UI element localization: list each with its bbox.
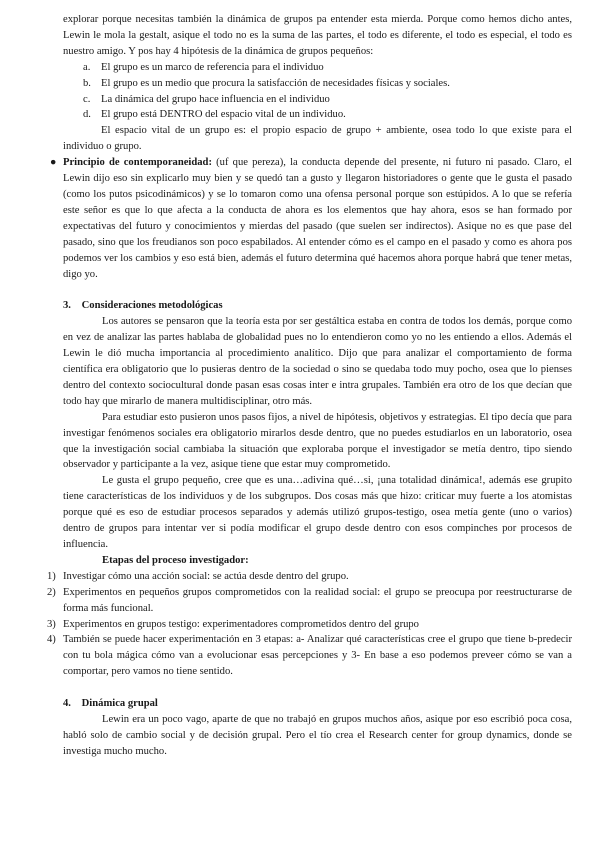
list-item-text: El grupo está DENTRO del espacio vital de un individuo. bbox=[101, 109, 346, 121]
list-marker: a. bbox=[83, 61, 91, 73]
list-marker: 1) bbox=[47, 570, 56, 582]
section-4-heading bbox=[63, 696, 572, 712]
vital-space-paragraph bbox=[63, 123, 572, 155]
list-item bbox=[47, 585, 572, 617]
contemporaneity-title: Principio de contemporaneidad: bbox=[63, 157, 212, 169]
section-3-paragraph-2: Para estudiar esto pusieron unos pasos fijos, a nivel de hipótesis, objetivos y estrategias. El tipo decía que para investigar fenómenos sociales era obligatorio mirarlos desde dentro, que no puedes estudiarlos en un laboratorio, osea que la investigación social cambiaba la situación que exploraba porque el investigador se metía dentro, tipo siendo observador y participante a la vez, asique tiene que estar muy comprometido. bbox=[63, 411, 572, 471]
list-item bbox=[63, 60, 572, 76]
list-item bbox=[47, 632, 572, 680]
list-item-text: Experimentos en grupos testigo: experimentadores comprometidos dentro del grupo bbox=[63, 618, 419, 630]
section-3-heading bbox=[63, 298, 572, 314]
stages-title: Etapas del proceso investigador: bbox=[102, 554, 249, 566]
section-4-paragraph-1: Lewin era un poco vago, aparte de que no trabajó en grupos muchos años, asique por eso escribió poca cosa, habló solo de cambio social y de decisión grupal. Pero el tío crea el Research center for group dynamics, donde se investiga mucho mucho. bbox=[63, 714, 572, 757]
page-content bbox=[47, 12, 572, 760]
list-marker: 2) bbox=[47, 586, 56, 598]
list-item-text: También se puede hacer experimentación en 3 etapas: a- Analizar qué características cree el grupo que tiene b-predecir con tu bola mágica cómo van a evolucionar esas percepciones y 3- En base a eso podemos preveer cómo se van a comportar, pero vamos no tiene sentido. bbox=[63, 634, 572, 678]
list-marker: d. bbox=[83, 109, 91, 121]
contemporaneity-paragraph bbox=[50, 155, 572, 282]
list-marker: c. bbox=[83, 93, 91, 105]
section-number: 3. bbox=[63, 300, 71, 312]
section-title: Dinámica grupal bbox=[81, 698, 158, 710]
section-3-paragraph-3: Le gusta el grupo pequeño, cree que es una…adivina qué…si, ¡una totalidad dinámica!, además ese grupito tiene características de los individuos y de los subgrupos. Dos cosas más que hizo: criticar muy fuerte a los atomistas porque qué es eso de estudiar procesos separados y además utilizó grupos-testigo, osea metía gente (uno o varios) dentro de grupos para intentar ver si podía modificar el grupo desde dentro con esos compinches por procesos de influencia. bbox=[63, 475, 572, 550]
list-marker: b. bbox=[83, 77, 91, 89]
list-item bbox=[47, 569, 572, 585]
bullet-icon: ● bbox=[50, 157, 57, 169]
contemporaneity-text: (uf que pereza), la conducta depende del presente, ni futuro ni pasado. Claro, el Lewin dijo eso sin explicarlo muy bien y se quedó tan a gusto y llegaron historiadores o gente que le gusta el pasado (como los putos psicodinámicos) y se lo tomaron como una ofensa personal porque son estúpidos. A lo que se refería este señor es que lo que afecta a la conducta de ahora es los elementos que hay ahora, esos se han formado por expectativas del futuro y conocimientos y mierdas del pasado (que suelen ser indirectos). Asique no es que pase del pasado, sino que los freudianos son poco espabilados. Al entender cómo es el campo en el pasado y como es ahora pos podemos ver los cambios y eso está bien, además el futuro determina qué hacemos ahora porque habrá que tener metas, digo yo. bbox=[63, 157, 572, 280]
vital-space-text: El espacio vital de un grupo es: el propio espacio de grupo + ambiente, osea todo lo que existe para el individuo o grupo. bbox=[63, 125, 572, 153]
list-item-text: Investigar cómo una acción social: se actúa desde dentro del grupo. bbox=[63, 570, 349, 582]
list-item-text: El grupo es un medio que procura la satisfacción de necesidades físicas y sociales. bbox=[101, 77, 450, 89]
list-marker: 3) bbox=[47, 618, 56, 630]
hypotheses-list bbox=[63, 60, 572, 124]
list-item bbox=[63, 107, 572, 123]
list-item-text: La dinámica del grupo hace influencia en el individuo bbox=[101, 93, 330, 105]
intro-paragraph: explorar porque necesitas también la dinámica de grupos pa entender esta mierda. Porque como hemos dicho antes, Lewin le mola la gestalt, asique el todo no es la suma de las partes, el todo es diferente, el todo es especial, el todo es nuestro amigo. Y pos hay 4 hipótesis de la dinámica de grupos pequeños: bbox=[63, 14, 572, 57]
list-item-text: Experimentos en pequeños grupos comprometidos con la realidad social: el grupo se preocupa por reestructurarse de forma más funcional. bbox=[63, 586, 572, 614]
section-3-paragraph-1: Los autores se pensaron que la teoría esta por ser gestáltica estaba en contra de todos los demás, porque como en vez de analizar las partes hablaba de globalidad pues no lo entendieron como yo no les entiendo a ellos. Además el Lewin le dió mucha importancia al procedimiento analítico. Dijo que para analizar el comportamiento de forma científica era obligatorio que lo pusieras dentro de la sociedad o sino se quedaba todo muy pocho, osea que lo pienses dentro del contexto sociocultural donde pasan esas cosas inter e intra grupales. También era otro de los que decían que todo hay que mirarlo de manera multidisciplinar, otro más. bbox=[63, 316, 572, 407]
list-item bbox=[63, 92, 572, 108]
section-number: 4. bbox=[63, 698, 71, 710]
list-item-text: El grupo es un marco de referencia para el individuo bbox=[101, 61, 324, 73]
list-marker: 4) bbox=[47, 634, 56, 646]
stages-list bbox=[47, 569, 572, 680]
section-title: Consideraciones metodológicas bbox=[81, 300, 223, 312]
list-item bbox=[47, 617, 572, 633]
list-item bbox=[63, 76, 572, 92]
